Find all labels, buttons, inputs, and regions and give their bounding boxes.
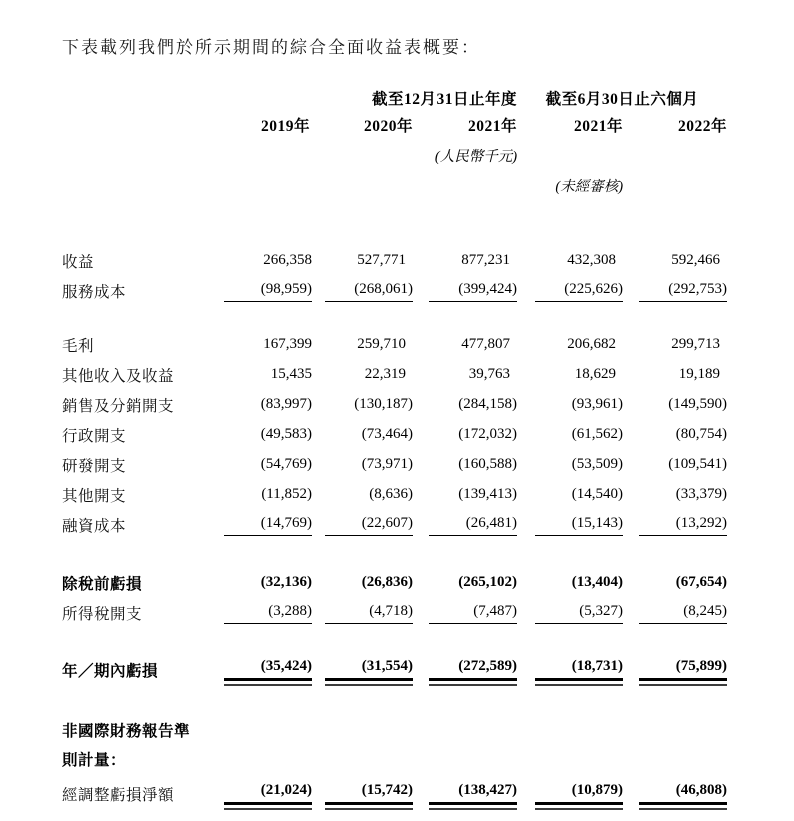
value-cell bbox=[623, 272, 727, 302]
value-cell bbox=[413, 326, 517, 356]
value-cell bbox=[517, 564, 623, 594]
spacer-row bbox=[62, 536, 727, 564]
value-cell bbox=[310, 326, 413, 356]
value-cell bbox=[310, 594, 413, 624]
value: (8,245) bbox=[639, 602, 727, 624]
value: (7,487) bbox=[429, 602, 517, 624]
row-label: 行政開支 bbox=[62, 428, 127, 445]
value-cell bbox=[623, 326, 727, 356]
value: (149,590) bbox=[668, 396, 728, 412]
value-cell bbox=[224, 356, 310, 386]
value: 432,308 bbox=[567, 252, 617, 268]
value: (46,808) bbox=[639, 781, 727, 805]
value: (138,427) bbox=[429, 781, 517, 805]
value-cell bbox=[224, 272, 310, 302]
value: (31,554) bbox=[325, 657, 413, 681]
value-cell bbox=[310, 476, 413, 506]
value-cell bbox=[413, 717, 517, 775]
value: (18,731) bbox=[535, 657, 623, 681]
value: 299,713 bbox=[671, 336, 721, 352]
table-row bbox=[62, 326, 727, 356]
table-row bbox=[62, 386, 727, 416]
table-row bbox=[62, 416, 727, 446]
value: (225,626) bbox=[535, 280, 623, 302]
value: (284,158) bbox=[458, 396, 518, 412]
value-cell bbox=[224, 564, 310, 594]
table-body bbox=[62, 242, 727, 805]
year-header-row bbox=[62, 109, 727, 136]
value: (26,836) bbox=[361, 574, 413, 590]
spacer-row bbox=[62, 624, 727, 651]
year-header-0: 2019年 bbox=[260, 118, 310, 135]
row-label: 所得稅開支 bbox=[62, 606, 143, 623]
value-cell bbox=[517, 356, 623, 386]
row-label: 年／期內虧損 bbox=[62, 663, 159, 680]
value: (75,899) bbox=[639, 657, 727, 681]
value-cell bbox=[413, 506, 517, 536]
value-cell bbox=[623, 416, 727, 446]
value: (265,102) bbox=[458, 574, 518, 590]
value: (292,753) bbox=[639, 280, 727, 302]
value: 477,807 bbox=[461, 336, 511, 352]
value: (13,292) bbox=[639, 514, 727, 536]
value-cell bbox=[310, 446, 413, 476]
page-title: 下表載列我們於所示期間的綜合全面收益表概要： bbox=[62, 38, 480, 57]
year-header-4: 2022年 bbox=[678, 118, 728, 135]
table-row bbox=[62, 564, 727, 594]
value-cell bbox=[413, 416, 517, 446]
table-row bbox=[62, 356, 727, 386]
value: 15,435 bbox=[270, 366, 312, 382]
value: (54,769) bbox=[260, 456, 312, 472]
value-cell bbox=[623, 775, 727, 805]
value: (21,024) bbox=[224, 781, 312, 805]
value-cell bbox=[517, 476, 623, 506]
value: (49,583) bbox=[260, 426, 312, 442]
value-cell bbox=[517, 326, 623, 356]
value-cell bbox=[413, 564, 517, 594]
value: (26,481) bbox=[429, 514, 517, 536]
value-cell bbox=[224, 717, 310, 775]
value-cell bbox=[413, 446, 517, 476]
value: (98,959) bbox=[224, 280, 312, 302]
value-cell bbox=[224, 506, 310, 536]
value: (4,718) bbox=[325, 602, 413, 624]
value-cell bbox=[224, 446, 310, 476]
value-cell bbox=[517, 272, 623, 302]
value-cell bbox=[413, 476, 517, 506]
value-cell bbox=[623, 506, 727, 536]
value: (83,997) bbox=[260, 396, 312, 412]
value-cell bbox=[413, 242, 517, 272]
value-cell bbox=[413, 594, 517, 624]
value-cell bbox=[623, 476, 727, 506]
value-cell bbox=[310, 717, 413, 775]
value: 259,710 bbox=[357, 336, 406, 352]
value: (61,562) bbox=[571, 426, 624, 442]
comprehensive-income-table bbox=[62, 83, 727, 805]
row-label: 銷售及分銷開支 bbox=[62, 398, 175, 415]
value: 167,399 bbox=[263, 336, 312, 352]
value: 206,682 bbox=[567, 336, 617, 352]
table-row bbox=[62, 272, 727, 302]
value: (53,509) bbox=[571, 456, 624, 472]
value-cell bbox=[623, 242, 727, 272]
value-cell bbox=[224, 326, 310, 356]
value-cell bbox=[413, 356, 517, 386]
value-cell bbox=[623, 386, 727, 416]
row-label: 毛利 bbox=[62, 338, 95, 355]
value: (93,961) bbox=[571, 396, 624, 412]
row-label: 除稅前虧損 bbox=[62, 576, 143, 593]
value: (160,588) bbox=[458, 456, 518, 472]
value: (73,971) bbox=[361, 456, 413, 472]
value: (11,852) bbox=[261, 486, 312, 502]
value: 19,189 bbox=[678, 366, 721, 382]
year-header-2: 2021年 bbox=[468, 118, 518, 135]
table-row bbox=[62, 242, 727, 272]
value: (399,424) bbox=[429, 280, 517, 302]
value-cell bbox=[517, 416, 623, 446]
table-row bbox=[62, 446, 727, 476]
value-cell bbox=[623, 717, 727, 775]
unaudited-note-row bbox=[62, 166, 727, 196]
value-cell bbox=[517, 242, 623, 272]
value-cell bbox=[224, 476, 310, 506]
table-row bbox=[62, 476, 727, 506]
value: (35,424) bbox=[224, 657, 312, 681]
empty-corner-cell bbox=[62, 109, 224, 136]
row-label: 非國際財務報告準 則計量： bbox=[62, 723, 191, 769]
value: (13,404) bbox=[571, 574, 624, 590]
spacer-row bbox=[62, 681, 727, 717]
value: (172,032) bbox=[458, 426, 518, 442]
unit-note-row bbox=[62, 136, 727, 166]
value: (73,464) bbox=[361, 426, 413, 442]
empty-corner-cell bbox=[62, 83, 224, 109]
value-cell bbox=[224, 594, 310, 624]
row-label: 其他開支 bbox=[62, 488, 127, 505]
table-header bbox=[62, 83, 727, 242]
value-cell bbox=[224, 386, 310, 416]
value: (139,413) bbox=[458, 486, 518, 502]
value-cell bbox=[517, 446, 623, 476]
value-cell bbox=[310, 506, 413, 536]
column-group-interim: 截至6月30日止六個月 bbox=[545, 91, 699, 108]
value: (3,288) bbox=[224, 602, 312, 624]
value-cell bbox=[310, 272, 413, 302]
column-group-annual: 截至12月31日止年度 bbox=[372, 91, 518, 108]
value-cell bbox=[413, 775, 517, 805]
value-cell bbox=[224, 242, 310, 272]
value-cell bbox=[517, 651, 623, 681]
row-label: 融資成本 bbox=[62, 518, 127, 535]
value-cell bbox=[310, 386, 413, 416]
column-group-row bbox=[62, 83, 727, 109]
value: (130,187) bbox=[354, 396, 413, 412]
row-label: 經調整虧損淨額 bbox=[62, 787, 175, 804]
table-row bbox=[62, 717, 727, 775]
value-cell bbox=[310, 651, 413, 681]
year-header-3: 2021年 bbox=[574, 118, 624, 135]
row-label: 其他收入及收益 bbox=[62, 368, 175, 385]
value: (14,540) bbox=[571, 486, 624, 502]
year-header-1: 2020年 bbox=[363, 118, 413, 135]
table-row bbox=[62, 594, 727, 624]
value: 877,231 bbox=[461, 252, 511, 268]
value-cell bbox=[623, 446, 727, 476]
value: (268,061) bbox=[325, 280, 413, 302]
value: (8,636) bbox=[369, 486, 413, 502]
value-cell bbox=[413, 386, 517, 416]
value-cell bbox=[224, 775, 310, 805]
value-cell bbox=[517, 594, 623, 624]
value-cell bbox=[310, 356, 413, 386]
value: (33,379) bbox=[675, 486, 728, 502]
value: 39,763 bbox=[468, 366, 511, 382]
value: 22,319 bbox=[364, 366, 406, 382]
value-cell bbox=[224, 651, 310, 681]
value-cell bbox=[413, 651, 517, 681]
unaudited-note: (未經審核) bbox=[555, 179, 624, 195]
value: 18,629 bbox=[574, 366, 617, 382]
value-cell bbox=[310, 416, 413, 446]
table-row bbox=[62, 506, 727, 536]
value-cell bbox=[623, 356, 727, 386]
value-cell bbox=[310, 564, 413, 594]
value: (67,654) bbox=[675, 574, 728, 590]
value: (15,143) bbox=[535, 514, 623, 536]
value: (80,754) bbox=[675, 426, 728, 442]
value: 527,771 bbox=[357, 252, 406, 268]
value-cell bbox=[623, 651, 727, 681]
value-cell bbox=[517, 506, 623, 536]
value-cell bbox=[517, 386, 623, 416]
value-cell bbox=[623, 594, 727, 624]
value: (5,327) bbox=[535, 602, 623, 624]
value-cell bbox=[224, 416, 310, 446]
table-row bbox=[62, 651, 727, 681]
value: (32,136) bbox=[260, 574, 312, 590]
value: (15,742) bbox=[325, 781, 413, 805]
value: 592,466 bbox=[671, 252, 721, 268]
currency-unit-note: (人民幣千元) bbox=[434, 149, 518, 165]
value: (14,769) bbox=[224, 514, 312, 536]
table-row bbox=[62, 775, 727, 805]
value: (22,607) bbox=[325, 514, 413, 536]
value: (272,589) bbox=[429, 657, 517, 681]
header-gap-row bbox=[62, 196, 727, 242]
value-cell bbox=[623, 564, 727, 594]
row-label: 收益 bbox=[62, 254, 95, 271]
value-cell bbox=[517, 775, 623, 805]
spacer-row bbox=[62, 302, 727, 326]
value: 266,358 bbox=[263, 252, 312, 268]
value-cell bbox=[310, 775, 413, 805]
value-cell bbox=[310, 242, 413, 272]
value: (109,541) bbox=[668, 456, 728, 472]
value: (10,879) bbox=[535, 781, 623, 805]
row-label: 研發開支 bbox=[62, 458, 127, 475]
value-cell bbox=[413, 272, 517, 302]
value-cell bbox=[517, 717, 623, 775]
row-label: 服務成本 bbox=[62, 284, 127, 301]
